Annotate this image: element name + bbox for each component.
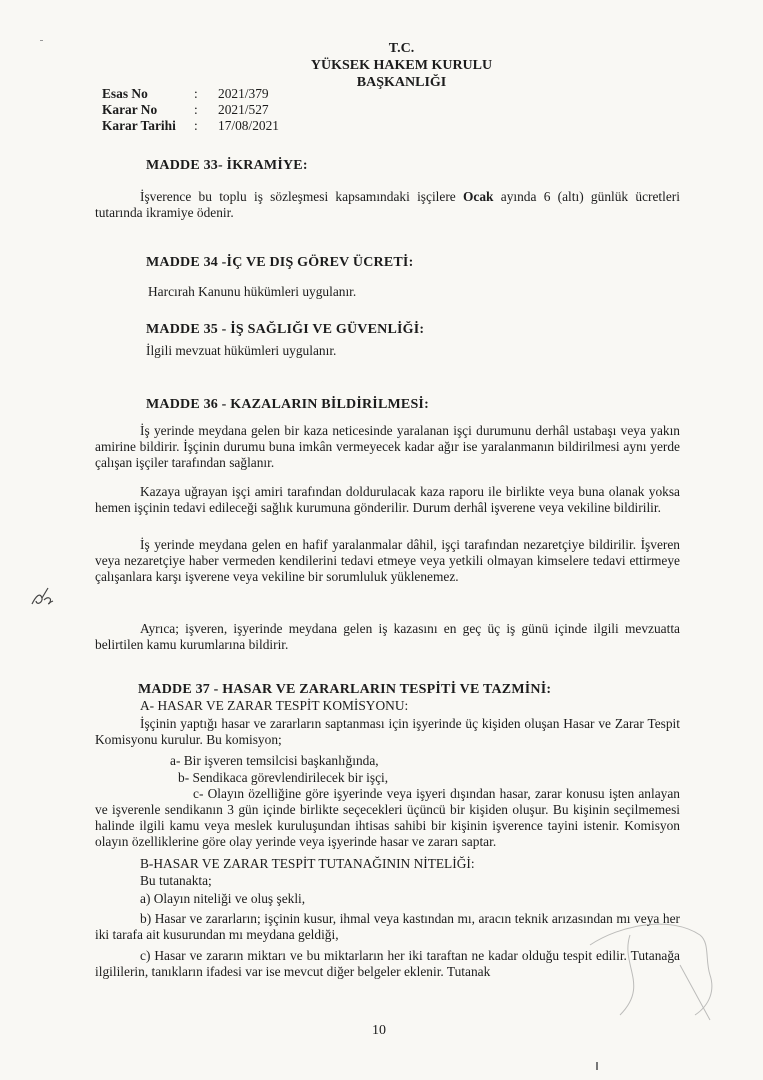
article-34-text: Harcırah Kanunu hükümleri uygulanır.: [148, 284, 357, 299]
header-line-2: YÜKSEK HAKEM KURULU: [310, 58, 493, 73]
meta-row-karar: [102, 102, 279, 118]
article-36-paragraph-3: İş yerinde meydana gelen en hafif yaralanmalar dâhil, işçi tarafından nezaretçiye bildirilir. İşveren veya nezaretçiye haber vermeden kendilerini tedavi etmeye veya yetkili olmayan kimselere tedavi ettirmeye çalışanlara karşı işverene veya vekiline bir sorumluluk yüklenemez.: [95, 537, 680, 584]
article-36-heading: MADDE 36 - KAZALARIN BİLDİRİLMESİ:: [146, 397, 429, 412]
article-37-item-ic: c) Hasar ve zararın miktarı ve bu miktarların her iki taraftan ne kadar olduğu tespit edilir. Tutanağa ilgililerin, tanıkların ifadesi var ise mevcut diğer belgeler eklenir. Tutanak: [95, 948, 680, 979]
article-37-item-ib: b) Hasar ve zararların; işçinin kusur, ihmal veya kastından mı, aracın teknik arızasından mı veya her iki tarafa ait kusurundan mı meydana geldiği,: [95, 911, 680, 942]
meta-value: 2021/379: [218, 86, 269, 101]
article-37-item-ia: a) Olayın niteliği ve oluş şekli,: [140, 891, 306, 906]
article-36-paragraph-4: Ayrıca; işveren, işyerinde meydana gelen iş kazasını en geç üç iş günü içinde ilgili mevzuatta belirtilen kamu kurumlarına bildirir.: [95, 621, 680, 652]
header-line-1: T.C.: [388, 41, 415, 56]
article-33-text-pre: İşverence bu toplu iş sözleşmesi kapsamındaki işçilere: [140, 189, 463, 204]
article-33-text: [95, 189, 680, 221]
article-37-item-b: b- Sendikaca görevlendirilecek bir işçi,: [178, 770, 389, 785]
article-37-paragraph-a1: İşçinin yaptığı hasar ve zararların saptanması için işyerinde üç kişiden oluşan Hasar ve Zarar Tespit Komisyonu kurulur. Bu komisyon;: [95, 716, 680, 747]
meta-value: 17/08/2021: [218, 118, 280, 133]
meta-label: Esas No: [102, 86, 148, 101]
meta-row-tarih: [102, 118, 279, 134]
article-37-intro: Bu tutanakta;: [140, 873, 212, 888]
signature-mark: [560, 905, 720, 1035]
article-34-heading: MADDE 34 -İÇ VE DIŞ GÖREV ÜCRETİ:: [146, 255, 414, 270]
article-37-item-c: c- Olayın özelliğine göre işyerinde veya işyeri dışından hasar, zarar konusu işten anlayan ve işverenle sendikanın 3 gün içinde birlikte seçecekleri üçüncü bir kişiden oluşur. Bu kişinin seçilmemesi halinde ilgili kamu veya meslek kuruluşundan ihtisas sahibi bir kişinin işverence tayini istenir. Komisyon olayın özelliklerine göre olay yerinde veya işyerinde hasar ve zararı saptar.: [95, 786, 680, 849]
scan-speck: [596, 1062, 598, 1070]
scan-speck: [40, 40, 43, 41]
meta-value: 2021/527: [218, 102, 269, 117]
header-line-3: BAŞKANLIĞI: [356, 75, 447, 90]
article-37-subheading-b: B-HASAR VE ZARAR TESPİT TUTANAĞININ NİTELİĞİ:: [140, 856, 475, 871]
meta-colon: :: [194, 86, 198, 101]
article-33-heading: MADDE 33- İKRAMİYE:: [146, 158, 308, 173]
article-35-heading: MADDE 35 - İŞ SAĞLIĞI VE GÜVENLİĞİ:: [146, 322, 425, 337]
meta-colon: :: [194, 102, 198, 117]
page-number: 10: [372, 1023, 386, 1038]
article-33-text-bold: Ocak: [462, 189, 494, 204]
case-meta: [102, 86, 279, 134]
article-36-paragraph-2: Kazaya uğrayan işçi amiri tarafından doldurulacak kaza raporu ile birlikte veya buna olanak yoksa hemen işçinin tedavi edileceği sağlık kurumuna gönderilir. Durum derhâl işverene veya vekiline bildirilir.: [95, 484, 680, 515]
article-35-text: İlgili mevzuat hükümleri uygulanır.: [146, 343, 337, 358]
meta-label: Karar Tarihi: [102, 118, 176, 133]
article-33-text-post: ayında 6 (altı) günlük ücretleri tutarında ikramiye ödenir.: [95, 189, 680, 220]
meta-colon: :: [194, 118, 198, 133]
article-37-subheading-a: A- HASAR VE ZARAR TESPİT KOMİSYONU:: [140, 698, 409, 713]
article-37-heading: MADDE 37 - HASAR VE ZARARLARIN TESPİTİ VE TAZMİNİ:: [138, 682, 552, 697]
meta-label: Karar No: [102, 102, 158, 117]
article-36-paragraph-1: İş yerinde meydana gelen bir kaza neticesinde yaralanan işçi durumunu derhâl ustabaşı veya yakın amirine bildirir. İşçinin durumu buna imkân vermeyecek kadar ağır ise yaralanmanın bildirilmesi aynı yerde çalışan işçiler tarafından sağlanır.: [95, 423, 680, 470]
article-37-item-a: a- Bir işveren temsilcisi başkanlığında,: [170, 753, 379, 768]
handwritten-initials-mark: [28, 582, 58, 612]
meta-row-esas: [102, 86, 279, 102]
document-header: [0, 40, 763, 91]
